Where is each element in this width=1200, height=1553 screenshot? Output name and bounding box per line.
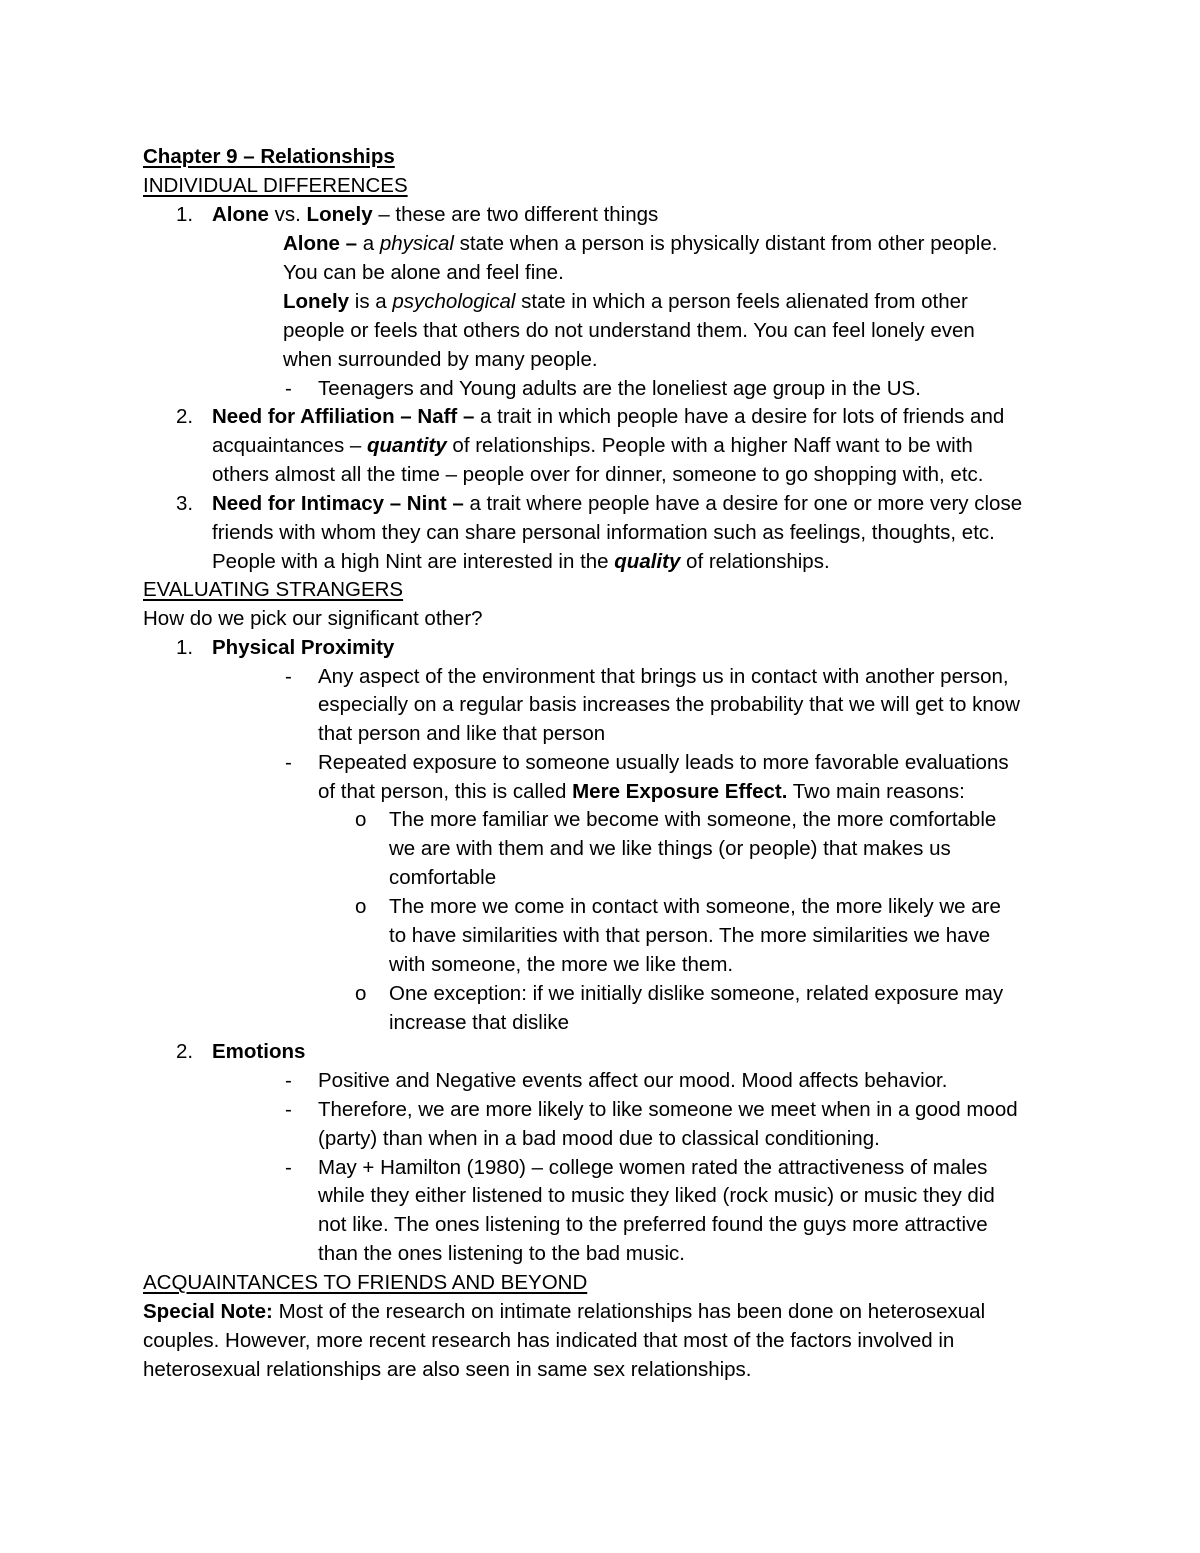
lonely-definition bbox=[283, 287, 968, 316]
nint-line bbox=[212, 547, 830, 576]
emphasis-quality: quality bbox=[614, 550, 681, 573]
bullet-text: May + Hamilton (1980) – college women rated the attractiveness of males bbox=[318, 1156, 988, 1179]
lonely-definition-line: people or feels that others do not understand them. You can feel lonely even bbox=[283, 319, 975, 342]
list-number: 2. bbox=[176, 405, 194, 428]
alone-definition-line: You can be alone and feel fine. bbox=[283, 261, 564, 284]
bullet-text: that person and like that person bbox=[318, 722, 606, 745]
bullet-dash: - bbox=[285, 1156, 292, 1179]
bullet-text: Repeated exposure to someone usually leads to more favorable evaluations bbox=[318, 751, 1009, 774]
section-heading-acquaintances: ACQUAINTANCES TO FRIENDS AND BEYOND bbox=[143, 1271, 588, 1294]
text: People with a high Nint are interested in the bbox=[212, 550, 615, 573]
sub-bullet-marker: o bbox=[355, 982, 367, 1005]
text: state when a person is physically distant from other people. bbox=[453, 232, 998, 255]
bullet-dash: - bbox=[285, 751, 292, 774]
sub-bullet-text: comfortable bbox=[389, 866, 497, 889]
sub-bullet-text: One exception: if we initially dislike someone, related exposure may bbox=[389, 982, 1004, 1005]
item-need-for-affiliation bbox=[212, 402, 1004, 431]
text: of that person, this is called bbox=[318, 780, 573, 803]
bullet-text: Therefore, we are more likely to like someone we meet when in a good mood bbox=[318, 1098, 1018, 1121]
list-number: 3. bbox=[176, 492, 194, 515]
bullet-text: Positive and Negative events affect our mood. Mood affects behavior. bbox=[318, 1069, 948, 1092]
sub-bullet-text: to have similarities with that person. The more similarities we have bbox=[389, 924, 991, 947]
text: a trait where people have a desire for one or more very close bbox=[463, 492, 1023, 515]
text: Two main reasons: bbox=[787, 780, 965, 803]
bullet-dash: - bbox=[285, 665, 292, 688]
bullet-text: Any aspect of the environment that brings us in contact with another person, bbox=[318, 665, 1009, 688]
bullet-text: (party) than when in a bad mood due to classical conditioning. bbox=[318, 1127, 880, 1150]
special-note-line: couples. However, more recent research has indicated that most of the factors involved in bbox=[143, 1329, 955, 1352]
text: Most of the research on intimate relationships has been done on heterosexual bbox=[272, 1300, 986, 1323]
bullet-text: than the ones listening to the bad music. bbox=[318, 1242, 685, 1265]
sub-bullet-text: The more we come in contact with someone, the more likely we are bbox=[389, 895, 1001, 918]
sub-bullet-marker: o bbox=[355, 808, 367, 831]
alone-definition bbox=[283, 229, 997, 258]
sub-bullet-text: increase that dislike bbox=[389, 1011, 570, 1034]
term-mere-exposure-effect: Mere Exposure Effect. bbox=[572, 780, 788, 803]
emphasis: physical bbox=[379, 232, 454, 255]
bullet-text: Teenagers and Young adults are the loneliest age group in the US. bbox=[318, 377, 921, 400]
chapter-title: Chapter 9 – Relationships bbox=[143, 145, 395, 168]
text: state in which a person feels alienated from other bbox=[515, 290, 968, 313]
emphasis-quantity: quantity bbox=[367, 434, 447, 457]
text: is a bbox=[349, 290, 393, 313]
nint-line: friends with whom they can share personal information such as feelings, thoughts, etc. bbox=[212, 521, 995, 544]
text: a bbox=[357, 232, 380, 255]
term-alone: Alone bbox=[212, 203, 269, 226]
section-heading-evaluating-strangers: EVALUATING STRANGERS bbox=[143, 578, 404, 601]
section-heading-individual-differences: INDIVIDUAL DIFFERENCES bbox=[143, 174, 408, 197]
special-note bbox=[143, 1297, 985, 1326]
special-note-label: Special Note: bbox=[143, 1300, 273, 1323]
item-need-for-intimacy bbox=[212, 489, 1022, 518]
list-number: 1. bbox=[176, 636, 194, 659]
bullet-text: especially on a regular basis increases the probability that we will get to know bbox=[318, 693, 1020, 716]
sub-bullet-text: we are with them and we like things (or people) that makes us bbox=[389, 837, 951, 860]
sub-bullet-marker: o bbox=[355, 895, 367, 918]
term-nint: Need for Intimacy – Nint – bbox=[212, 492, 464, 515]
term-lonely: Lonely bbox=[306, 203, 373, 226]
text: of relationships. People with a higher Naff want to be with bbox=[446, 434, 973, 457]
naff-line: others almost all the time – people over for dinner, someone to go shopping with, etc. bbox=[212, 463, 984, 486]
bullet-text: while they either listened to music they liked (rock music) or music they did bbox=[318, 1184, 995, 1207]
text: acquaintances – bbox=[212, 434, 368, 457]
bullet-dash: - bbox=[285, 1069, 292, 1092]
text: vs. bbox=[268, 203, 307, 226]
bullet-text: not like. The ones listening to the preferred found the guys more attractive bbox=[318, 1213, 988, 1236]
term-lonely: Lonely bbox=[283, 290, 350, 313]
list-number: 1. bbox=[176, 203, 194, 226]
sub-bullet-text: with someone, the more we like them. bbox=[389, 953, 734, 976]
special-note-line: heterosexual relationships are also seen in same sex relationships. bbox=[143, 1358, 752, 1381]
emphasis: psychological bbox=[392, 290, 516, 313]
lonely-definition-line: when surrounded by many people. bbox=[283, 348, 598, 371]
text: a trait in which people have a desire for lots of friends and bbox=[474, 405, 1005, 428]
text: of relationships. bbox=[680, 550, 830, 573]
list-number: 2. bbox=[176, 1040, 194, 1063]
bullet-text bbox=[318, 777, 965, 806]
sub-bullet-text: The more familiar we become with someone, the more comfortable bbox=[389, 808, 997, 831]
term-alone: Alone – bbox=[283, 232, 358, 255]
term-naff: Need for Affiliation – Naff – bbox=[212, 405, 475, 428]
item-title-physical-proximity: Physical Proximity bbox=[212, 636, 395, 659]
item-title-emotions: Emotions bbox=[212, 1040, 306, 1063]
bullet-dash: - bbox=[285, 1098, 292, 1121]
text: – these are two different things bbox=[372, 203, 659, 226]
naff-line bbox=[212, 431, 973, 460]
section-question: How do we pick our significant other? bbox=[143, 607, 483, 630]
bullet-dash: - bbox=[285, 377, 292, 400]
item-alone-vs-lonely bbox=[212, 200, 658, 229]
